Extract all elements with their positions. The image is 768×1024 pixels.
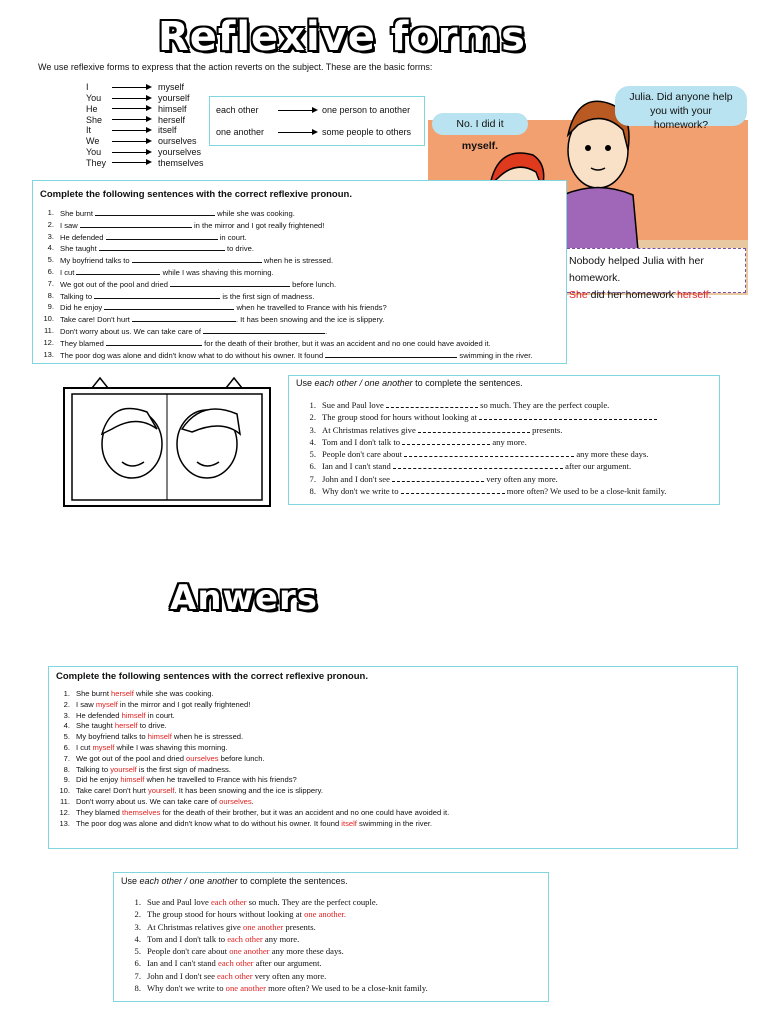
arrow-icon xyxy=(278,132,316,133)
item-text: People don't care about any more these days. xyxy=(322,449,649,460)
answer-item xyxy=(125,982,428,994)
answer-item xyxy=(54,721,449,732)
answer-item xyxy=(54,711,449,722)
answer-item xyxy=(54,786,449,797)
answer-word: each other xyxy=(227,933,263,944)
answer-item xyxy=(125,896,428,908)
item-text: Talking to is the first sign of madness. xyxy=(60,291,315,301)
answer-item xyxy=(54,754,449,765)
item-text: Take care! Don't hurt . It has been snowing and the ice is slippery. xyxy=(60,315,385,325)
item-text: She burnt herself while she was cooking. xyxy=(76,689,214,698)
answer-word: themselves xyxy=(122,807,161,817)
item-number: 9. xyxy=(63,775,70,785)
item-number: 1. xyxy=(134,897,141,907)
exercise-item xyxy=(38,279,532,291)
answer-blank xyxy=(401,486,505,494)
answer-blank xyxy=(95,208,215,216)
meaning: some people to others xyxy=(322,127,412,137)
exercise-item xyxy=(38,350,532,362)
note-line-1: Nobody helped Julia with her homework. xyxy=(569,255,704,284)
summary-note xyxy=(562,248,746,301)
reflexive-pronoun: yourself xyxy=(158,92,190,103)
answer-word: yourself xyxy=(147,786,175,796)
exercise-item xyxy=(300,399,666,411)
item-number: 5. xyxy=(63,732,70,742)
item-text: Don't worry about us. We can take care of . xyxy=(60,326,328,336)
item-number: 7. xyxy=(63,753,70,763)
pronoun-row xyxy=(86,82,204,93)
answer-item xyxy=(54,797,449,808)
item-number: 2. xyxy=(47,219,54,229)
mirror-illustration xyxy=(52,374,282,514)
exercise-item xyxy=(300,448,666,460)
arrow-icon xyxy=(112,87,150,88)
item-number: 6. xyxy=(47,266,54,276)
bubble-girl-text: No. I did it xyxy=(456,118,504,130)
item-text: Sue and Paul love so much. They are the perfect couple. xyxy=(322,400,610,410)
answer-blank xyxy=(106,232,218,240)
answers-each-other-title: Use each other / one another to complete the sentences. xyxy=(121,876,348,886)
bubble-girl-emphasis: myself. xyxy=(461,140,499,152)
item-number: 7. xyxy=(134,970,141,981)
answer-item xyxy=(125,970,428,982)
answer-word: each other xyxy=(217,970,253,981)
arrow-icon xyxy=(112,98,150,99)
item-number: 8. xyxy=(47,290,54,300)
item-number: 3. xyxy=(47,231,54,241)
answer-word: herself xyxy=(111,689,134,698)
answer-blank xyxy=(99,243,225,251)
exercise-item xyxy=(300,436,666,448)
answer-item xyxy=(125,933,428,945)
item-number: 11. xyxy=(44,325,54,335)
pronoun-row xyxy=(86,136,204,147)
answer-item xyxy=(54,689,449,700)
answer-blank xyxy=(132,314,236,322)
reflexive-pronoun: himself xyxy=(158,103,187,114)
subject-pronoun: They xyxy=(86,157,107,168)
answer-blank xyxy=(76,267,160,275)
note-line-2: She did her homework herself. xyxy=(569,289,712,301)
exercise-item xyxy=(38,314,532,326)
arrow-icon xyxy=(112,130,150,131)
subject-pronoun: He xyxy=(86,103,98,114)
item-number: 12. xyxy=(59,807,70,817)
exercise-item xyxy=(38,243,532,255)
each-other-row xyxy=(210,121,424,143)
page-title: Reflexive forms xyxy=(158,14,526,60)
item-number: 13. xyxy=(43,349,54,359)
item-text: We got out of the pool and dried before lunch. xyxy=(60,279,337,289)
reflexive-pronoun: myself xyxy=(158,82,185,93)
answer-blank xyxy=(106,338,202,346)
answer-item xyxy=(54,765,449,776)
item-number: 5. xyxy=(47,255,54,265)
item-text: I saw in the mirror and I got really frightened! xyxy=(60,220,325,230)
answer-blank xyxy=(386,400,478,408)
answer-word: each other xyxy=(218,958,254,969)
subject-pronoun: We xyxy=(86,136,100,147)
item-text: My boyfriend talks to himself when he is stressed. xyxy=(76,732,244,742)
answer-item xyxy=(54,808,449,819)
answer-word: each other xyxy=(210,897,247,907)
item-number: 5. xyxy=(309,449,316,460)
exercise-item xyxy=(38,338,532,350)
item-text: She burnt while she was cooking. xyxy=(60,209,295,218)
arrow-icon xyxy=(112,119,150,120)
answer-blank xyxy=(393,461,563,469)
item-number: 12. xyxy=(43,337,54,347)
item-number: 3. xyxy=(309,424,316,435)
item-text: She taught to drive. xyxy=(60,244,254,254)
item-text: People don't care about one another any more these days. xyxy=(147,946,344,957)
exercise-reflexive-title: Complete the following sentences with the correct reflexive pronoun. xyxy=(40,189,352,200)
answer-word: itself xyxy=(341,818,357,828)
item-text: John and I don't see very often any more. xyxy=(322,473,558,484)
exercise-item xyxy=(38,267,532,279)
item-number: 3. xyxy=(134,921,141,932)
term: one another xyxy=(216,127,265,137)
exercise-each-other-title: Use each other / one another to complete the sentences. xyxy=(296,378,523,388)
pronoun-row xyxy=(86,158,204,169)
intro-text: We use reflexive forms to express that the action reverts on the subject. These are the basic forms: xyxy=(38,62,433,72)
answer-blank xyxy=(479,412,657,420)
answer-item xyxy=(54,732,449,743)
answers-reflexive-list xyxy=(54,689,449,829)
item-text: Don't worry about us. We can take care of ourselves. xyxy=(76,796,254,806)
arrow-icon xyxy=(112,162,150,163)
answer-blank xyxy=(132,255,262,263)
term: each other xyxy=(216,105,259,115)
pronoun-row xyxy=(86,114,204,125)
pronoun-row xyxy=(86,104,204,115)
exercise-item xyxy=(300,460,666,472)
item-number: 6. xyxy=(63,742,70,752)
item-number: 7. xyxy=(309,473,316,484)
item-text: They blamed themselves for the death of their brother, but it was an accident and no one could have avoided it. xyxy=(76,807,450,817)
item-number: 13. xyxy=(59,818,70,828)
reflexive-pronoun: themselves xyxy=(158,157,204,168)
answer-word: yourself xyxy=(110,764,137,774)
subject-pronoun: It xyxy=(86,125,92,136)
arrow-icon xyxy=(112,108,150,109)
speech-bubble-girl xyxy=(432,113,528,152)
meaning: one person to another xyxy=(322,105,411,115)
answer-item xyxy=(54,775,449,786)
answer-item xyxy=(54,743,449,754)
each-other-row xyxy=(210,99,424,121)
answer-blank xyxy=(203,326,325,334)
item-number: 4. xyxy=(63,721,70,731)
item-text: We got out of the pool and dried ourselves before lunch. xyxy=(76,753,265,763)
item-number: 2. xyxy=(63,699,70,709)
answer-blank xyxy=(104,302,234,310)
item-text: I saw myself in the mirror and I got really frightened! xyxy=(76,699,251,709)
item-number: 10. xyxy=(43,314,54,324)
exercise-item xyxy=(38,302,532,314)
item-text: Why don't we write to one another more often? We used to be a close-knit family. xyxy=(147,983,428,994)
item-number: 6. xyxy=(134,958,141,969)
item-text: Sue and Paul love each other so much. They are the perfect couple. xyxy=(147,897,378,907)
item-number: 3. xyxy=(63,710,70,720)
item-text: They blamed for the death of their brother, but it was an accident and no one could have avoided it. xyxy=(60,338,491,348)
item-number: 4. xyxy=(134,933,141,944)
answer-item xyxy=(54,819,449,830)
item-text: My boyfriend talks to when he is stressed. xyxy=(60,256,334,266)
answer-item xyxy=(125,957,428,969)
item-number: 2. xyxy=(309,412,316,423)
exercise-each-other-list xyxy=(300,399,666,497)
item-text: Ian and I can't stand after our argument. xyxy=(322,461,632,472)
item-text: John and I don't see each other very often any more. xyxy=(147,970,327,981)
item-number: 1. xyxy=(47,208,54,217)
reflexive-pronoun: yourselves xyxy=(158,146,202,157)
item-text: Why don't we write to more often? We used to be a close-knit family. xyxy=(322,486,667,497)
item-text: I cut myself while I was shaving this morning. xyxy=(76,742,228,752)
arrow-icon xyxy=(112,141,150,142)
exercise-item xyxy=(300,411,666,423)
exercise-item xyxy=(38,220,532,232)
item-text: At Christmas relatives give presents. xyxy=(322,424,563,435)
answer-word: ourselves xyxy=(219,796,252,806)
answer-word: one another. xyxy=(304,909,347,920)
item-text: The group stood for hours without looking at xyxy=(322,411,657,423)
pronoun-row xyxy=(86,125,204,136)
exercise-item xyxy=(300,424,666,436)
item-text: The group stood for hours without looking at one another. xyxy=(147,909,347,920)
item-text: Ian and I can't stand each other after our argument. xyxy=(147,958,322,969)
item-text: He defended in court. xyxy=(60,232,247,242)
item-number: 2. xyxy=(134,909,141,920)
arrow-icon xyxy=(112,152,150,153)
item-text: Did he enjoy when he travelled to France with his friends? xyxy=(60,303,387,313)
item-text: The poor dog was alone and didn't know what to do without his owner. It found swimming in the river. xyxy=(60,350,533,360)
answer-item xyxy=(125,921,428,933)
mirror-image xyxy=(52,374,282,514)
answer-word: himself xyxy=(121,710,146,720)
item-number: 10. xyxy=(59,786,70,796)
answer-blank xyxy=(94,291,220,299)
answer-blank xyxy=(80,220,192,228)
answer-blank xyxy=(325,350,457,358)
answer-word: myself xyxy=(92,742,115,752)
item-text: Did he enjoy himself when he travelled to France with his friends? xyxy=(76,775,297,785)
item-number: 11. xyxy=(60,796,70,806)
answers-each-other-list xyxy=(125,896,428,994)
exercise-item xyxy=(38,208,532,220)
item-text: At Christmas relatives give one another presents. xyxy=(147,921,316,932)
item-text: The poor dog was alone and didn't know what to do without his owner. It found itself swimming in the river. xyxy=(76,818,433,828)
item-number: 4. xyxy=(309,436,316,447)
exercise-item xyxy=(38,232,532,244)
exercise-item xyxy=(300,485,666,497)
item-number: 1. xyxy=(63,689,70,698)
answer-blank xyxy=(402,437,490,445)
item-number: 6. xyxy=(309,461,316,472)
answer-word: one another xyxy=(242,921,284,932)
answer-word: himself xyxy=(120,775,145,785)
answer-blank xyxy=(392,474,484,482)
item-number: 9. xyxy=(47,302,54,312)
subject-pronoun: You xyxy=(86,146,102,157)
speech-bubble-julia: Julia. Did anyone help you with your homework? xyxy=(615,86,747,126)
exercise-item xyxy=(38,291,532,303)
exercise-item xyxy=(300,473,666,485)
answer-item xyxy=(54,700,449,711)
answer-word: herself xyxy=(114,721,138,731)
answer-item xyxy=(125,945,428,957)
item-text: She taught herself to drive. xyxy=(76,721,167,731)
arrow-icon xyxy=(278,110,316,111)
answer-blank xyxy=(404,449,574,457)
answers-reflexive-title: Complete the following sentences with the correct reflexive pronoun. xyxy=(56,671,368,682)
reflexive-pronoun: itself xyxy=(158,125,177,136)
item-number: 1. xyxy=(309,400,316,410)
answer-word: ourselves xyxy=(186,753,219,763)
exercise-item xyxy=(38,326,532,338)
item-number: 8. xyxy=(134,983,141,994)
exercise-item xyxy=(38,255,532,267)
answer-word: one another xyxy=(225,983,266,994)
item-text: I cut while I was shaving this morning. xyxy=(60,267,274,277)
answer-blank xyxy=(418,425,530,433)
answer-word: himself xyxy=(147,732,172,742)
pronoun-table xyxy=(86,82,204,168)
pronoun-row xyxy=(86,147,204,158)
exercise-reflexive-list xyxy=(38,208,532,361)
reflexive-pronoun: herself xyxy=(158,114,186,125)
item-text: Tom and I don't talk to any more. xyxy=(322,436,527,447)
item-text: Take care! Don't hurt yourself. It has been snowing and the ice is slippery. xyxy=(76,786,323,796)
answers-title: Anwers xyxy=(170,578,318,618)
answer-blank xyxy=(170,279,290,287)
answer-item xyxy=(125,908,428,920)
reflexive-pronoun: ourselves xyxy=(158,136,197,147)
pronoun-row xyxy=(86,93,204,104)
item-number: 7. xyxy=(47,278,54,288)
subject-pronoun: You xyxy=(86,92,102,103)
answer-word: myself xyxy=(95,699,118,709)
item-text: Talking to yourself is the first sign of madness. xyxy=(76,764,231,774)
item-number: 8. xyxy=(63,764,70,774)
item-text: Tom and I don't talk to each other any more. xyxy=(147,933,300,944)
item-number: 4. xyxy=(47,243,54,253)
subject-pronoun: I xyxy=(86,82,89,93)
each-other-box xyxy=(209,96,425,146)
subject-pronoun: She xyxy=(86,114,103,125)
item-text: He defended himself in court. xyxy=(76,710,175,720)
answer-word: one another xyxy=(229,946,270,957)
item-number: 5. xyxy=(134,946,141,957)
item-number: 8. xyxy=(309,486,316,497)
